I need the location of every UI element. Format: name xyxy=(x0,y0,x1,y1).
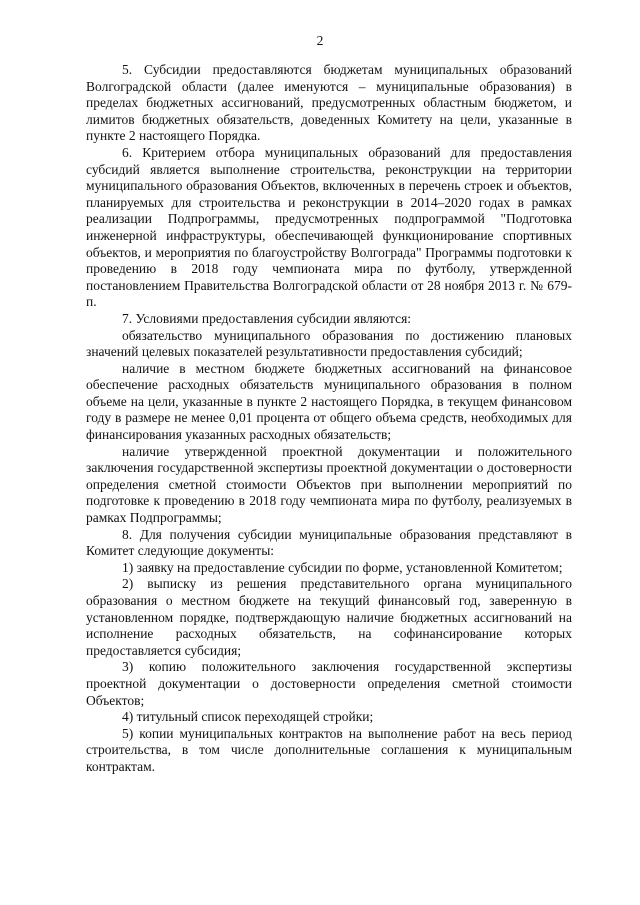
condition-budget-allocations: наличие в местном бюджете бюджетных ассигнований на финансовое обеспечение расходных обязательств муниципального образования в полном объеме на цели, указанные в пункте 2 настоящего Порядка, в текущем финансовом году в размере не менее 0,01 процента от общего объема средств, необходимых для финансирования указанных расходных обязательств; xyxy=(86,360,572,443)
page-number: 2 xyxy=(316,33,324,48)
condition-obligation: обязательство муниципального образования по достижению плановых значений целевых показателей результативности предоставления субсидий; xyxy=(86,327,572,360)
document-item-1-application: 1) заявку на предоставление субсидии по форме, установленной Комитетом; xyxy=(122,559,563,575)
document-item-3-expertise-conclusion: 3) копию положительного заключения государственной экспертизы проектной документации о достоверности определения сметной стоимости Объектов; xyxy=(86,659,572,708)
document-item-5-contracts: 5) копии муниципальных контрактов на выполнение работ на весь период строительства, в том числе дополнительные соглашения к муниципальным контрактам. xyxy=(86,725,572,774)
paragraph-7-conditions-heading: 7. Условиями предоставления субсидии являются: xyxy=(122,310,412,326)
paragraph-6-selection-criterion: 6. Критерием отбора муниципальных образований для предоставления субсидий является выполнение строительства, реконструкции на территории муниципального образования Объектов, включенных в перечень строек и объектов, планируемых для строительства и реконструкции в 2014–2020 годах в рамках реализации Подпрограммы, предусмотренных подпрограммой "Подготовка инженерной инфраструктуры, обеспечивающей функционирование спортивных объектов, и мероприятия по благоустройству Волгограда" Программы подготовки к проведению в 2018 году чемпионата мира по футболу, утвержденной постановлением Правительства Волгоградской области от 28 ноября 2013 г. № 679-п. xyxy=(86,144,572,310)
document-item-2-budget-extract: 2) выписку из решения представительного органа муниципального образования о местном бюджете на текущий финансовый год, заверенную в установленном порядке, подтверждающую наличие бюджетных ассигнований на исполнение расходных обязательств, на софинансирование которых предоставляется субсидия; xyxy=(86,576,572,658)
paragraph-5-subsidies: 5. Субсидии предоставляются бюджетам муниципальных образований Волгоградской области (далее именуются – муниципальные образования) в пределах бюджетных ассигнований, предусмотренных областным бюджетом, и лимитов бюджетных обязательств, доведенных Комитету на цели, указанные в пункте 2 настоящего Порядка. xyxy=(86,62,572,144)
document-body xyxy=(86,62,572,776)
document-item-4-title-list: 4) титульный список переходящей стройки; xyxy=(122,709,374,725)
paragraph-8-documents-heading: 8. Для получения субсидии муниципальные образования представляют в Комитет следующие документы: xyxy=(86,526,572,559)
condition-project-documentation: наличие утвержденной проектной документации и положительного заключения государственной экспертизы проектной документации о достоверности определения сметной стоимости Объектов при выполнении мероприятий по подготовке к проведению в 2018 году чемпионата мира по футболу, реализуемых в рамках Подпрограммы; xyxy=(86,443,572,526)
